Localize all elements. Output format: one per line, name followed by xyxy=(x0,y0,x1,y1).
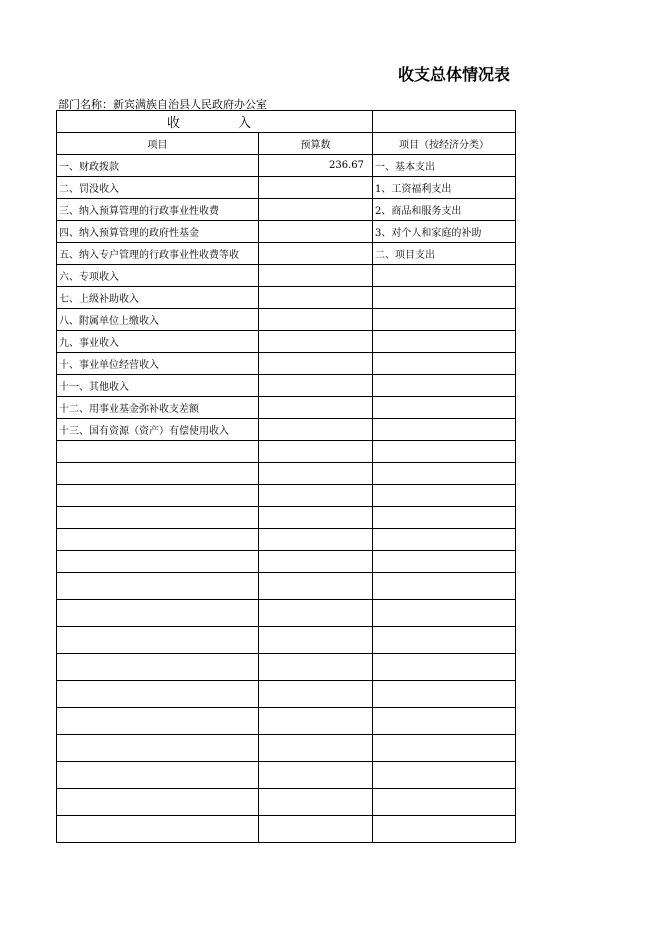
table-row xyxy=(57,309,516,331)
empty-row xyxy=(57,681,516,708)
empty-row xyxy=(57,735,516,762)
row-budget xyxy=(259,419,373,441)
table-row xyxy=(57,397,516,419)
empty-row xyxy=(57,463,516,485)
row-econ xyxy=(373,331,516,353)
row-item: 十一、其他收入 xyxy=(57,375,259,397)
row-budget xyxy=(259,177,373,199)
row-econ xyxy=(373,287,516,309)
row-econ: 3、对个人和家庭的补助 xyxy=(373,221,516,243)
table-row xyxy=(57,155,516,177)
row-item: 八、附属单位上缴收入 xyxy=(57,309,259,331)
table-row xyxy=(57,287,516,309)
row-item: 五、纳入专户管理的行政事业性收费等收 xyxy=(57,243,259,265)
department-name: 部门名称：新宾满族自治县人民政府办公室 xyxy=(58,98,267,111)
table-row xyxy=(57,265,516,287)
empty-row xyxy=(57,654,516,681)
row-econ xyxy=(373,419,516,441)
empty-row xyxy=(57,529,516,551)
table-row xyxy=(57,177,516,199)
row-budget xyxy=(259,243,373,265)
empty-row xyxy=(57,816,516,843)
row-budget xyxy=(259,331,373,353)
table-header-row xyxy=(57,111,516,133)
row-item: 十、事业单位经营收入 xyxy=(57,353,259,375)
col-item-header: 项目 xyxy=(57,133,259,155)
summary-table xyxy=(56,110,516,843)
row-budget xyxy=(259,265,373,287)
table-row xyxy=(57,331,516,353)
row-budget xyxy=(259,309,373,331)
table-row xyxy=(57,199,516,221)
row-budget: 236.67 xyxy=(259,155,373,177)
row-budget xyxy=(259,353,373,375)
row-econ: 1、工资福利支出 xyxy=(373,177,516,199)
table-row xyxy=(57,375,516,397)
empty-row xyxy=(57,627,516,654)
row-budget xyxy=(259,221,373,243)
page-title: 收支总体情况表 xyxy=(398,65,511,84)
row-econ xyxy=(373,397,516,419)
empty-row xyxy=(57,762,516,789)
row-budget xyxy=(259,397,373,419)
row-budget xyxy=(259,375,373,397)
row-budget xyxy=(259,199,373,221)
table-row xyxy=(57,221,516,243)
income-header-char2: 入 xyxy=(238,116,252,131)
table-row xyxy=(57,243,516,265)
row-econ: 一、基本支出 xyxy=(373,155,516,177)
empty-row xyxy=(57,789,516,816)
row-budget xyxy=(259,287,373,309)
empty-row xyxy=(57,551,516,573)
income-header xyxy=(57,111,373,133)
row-item: 十三、国有资源（资产）有偿使用收入 xyxy=(57,419,259,441)
table-row xyxy=(57,353,516,375)
empty-row xyxy=(57,441,516,463)
table-row xyxy=(57,419,516,441)
row-item: 六、专项收入 xyxy=(57,265,259,287)
income-header-char1: 收 xyxy=(167,116,181,131)
empty-row xyxy=(57,485,516,507)
row-item: 四、纳入预算管理的政府性基金 xyxy=(57,221,259,243)
empty-row xyxy=(57,573,516,600)
row-econ: 2、商品和服务支出 xyxy=(373,199,516,221)
row-econ xyxy=(373,353,516,375)
expense-header xyxy=(373,111,516,133)
row-item: 七、上级补助收入 xyxy=(57,287,259,309)
empty-row xyxy=(57,708,516,735)
row-item: 一、财政拨款 xyxy=(57,155,259,177)
row-item: 九、事业收入 xyxy=(57,331,259,353)
table-subheader-row xyxy=(57,133,516,155)
empty-row xyxy=(57,507,516,529)
row-econ xyxy=(373,265,516,287)
col-budget-header: 预算数 xyxy=(259,133,373,155)
row-econ xyxy=(373,375,516,397)
row-item: 十二、用事业基金弥补收支差额 xyxy=(57,397,259,419)
empty-row xyxy=(57,600,516,627)
row-item: 二、罚没收入 xyxy=(57,177,259,199)
row-econ xyxy=(373,309,516,331)
col-econ-header: 项目（按经济分类） xyxy=(373,133,516,155)
row-item: 三、纳入预算管理的行政事业性收费 xyxy=(57,199,259,221)
row-econ: 二、项目支出 xyxy=(373,243,516,265)
